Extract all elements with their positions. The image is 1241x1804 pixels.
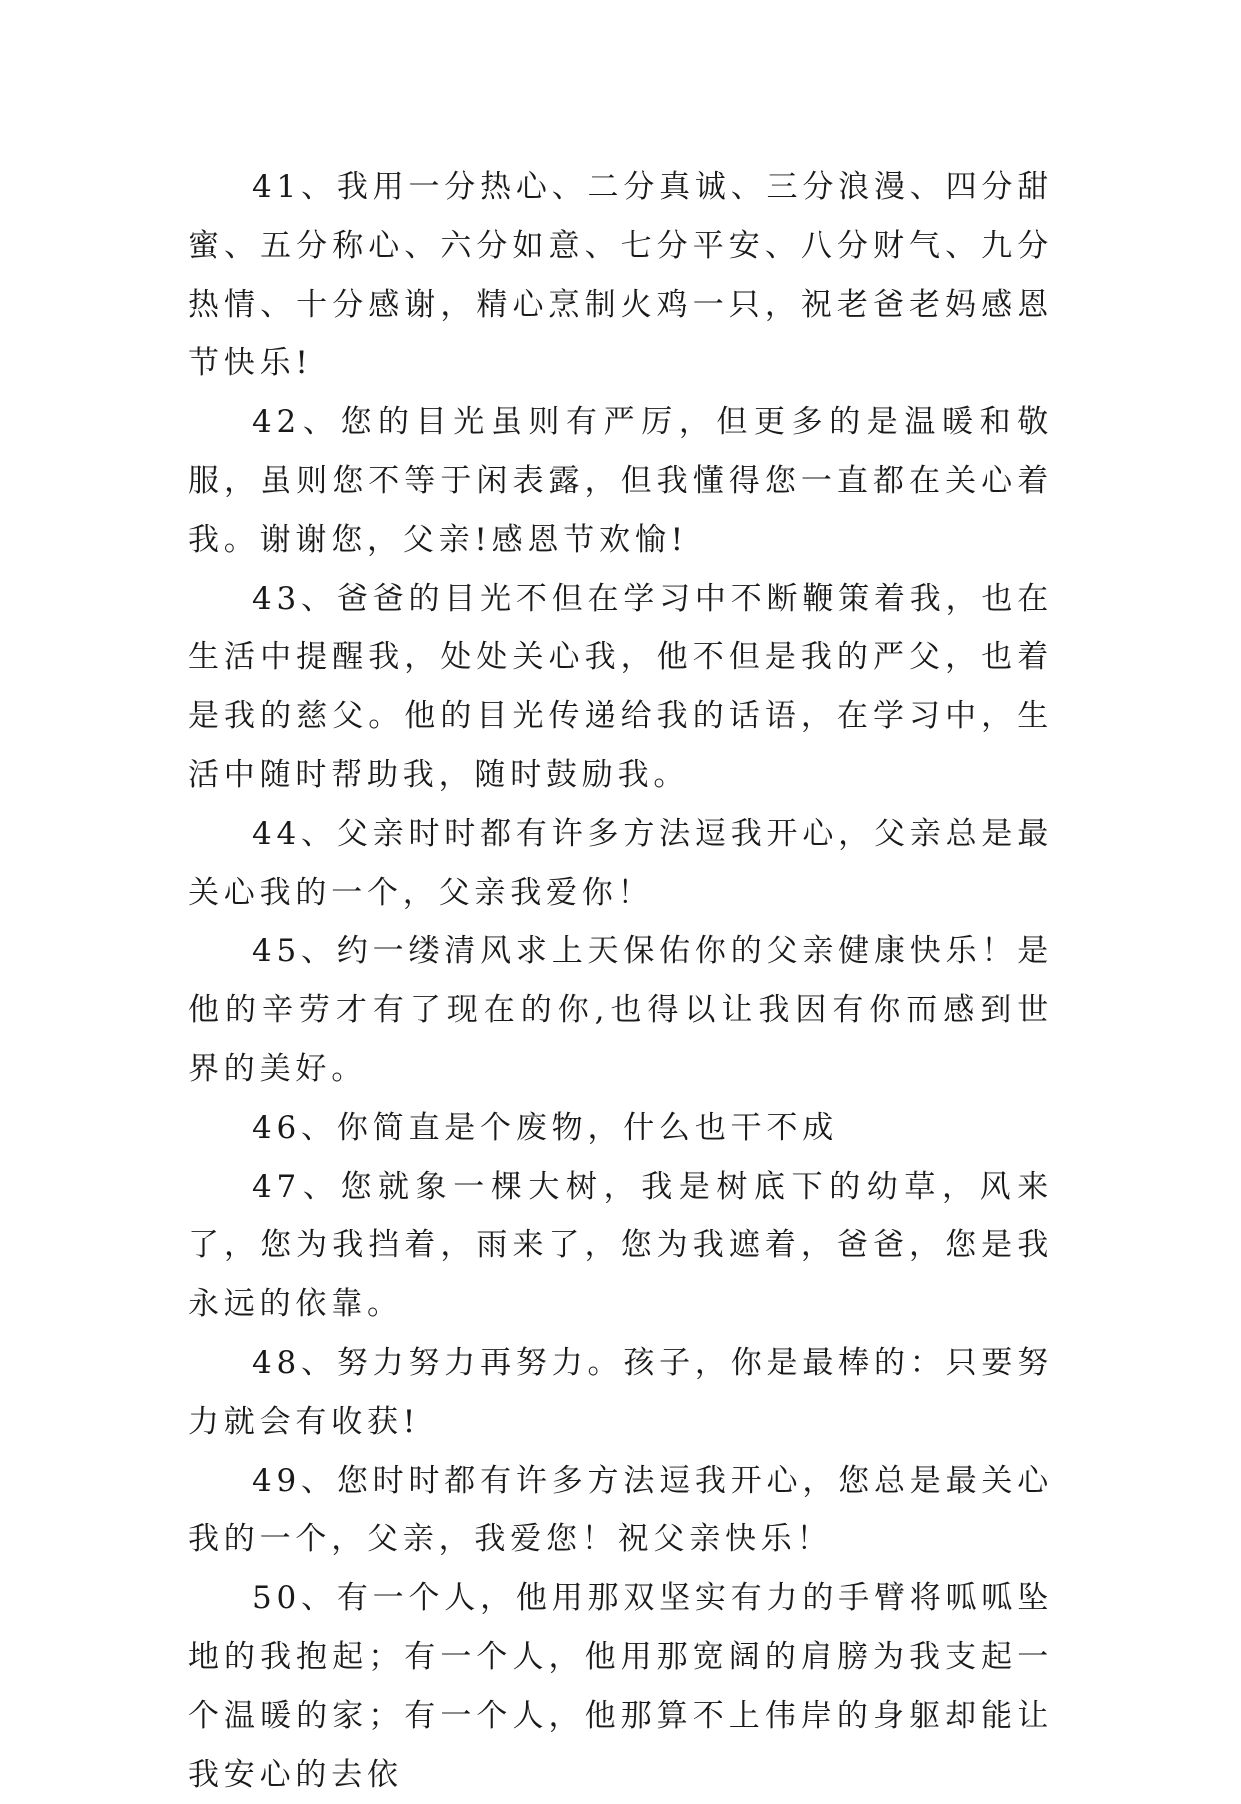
paragraph-49: 49、您时时都有许多方法逗我开心，您总是最关心我的一个，父亲，我爱您！祝父亲快乐！ (188, 1462, 1053, 1558)
paragraph-44: 44、父亲时时都有许多方法逗我开心，父亲总是最关心我的一个，父亲我爱你！ (188, 815, 1053, 911)
paragraph-50: 50、有一个人，他用那双坚实有力的手臂将呱呱坠地的我抱起；有一个人，他用那宽阔的肩膀为我支起一个温暖的家；有一个人，他那算不上伟岸的身躯却能让我安心的去依 (188, 1580, 1053, 1793)
paragraph-46: 46、你简直是个废物，什么也干不成 (252, 1109, 839, 1146)
paragraph-48: 48、努力努力再努力。孩子，你是最棒的：只要努力就会有收获! (188, 1344, 1053, 1440)
paragraph-43: 43、爸爸的目光不但在学习中不断鞭策着我，也在生活中提醒我，处处关心我，他不但是我的严父，也着是我的慈父。他的目光传递给我的话语，在学习中，生活中随时帮助我，随时鼓励我。 (188, 580, 1053, 793)
paragraph-41: 41、我用一分热心、二分真诚、三分浪漫、四分甜蜜、五分称心、六分如意、七分平安、八分财气、九分热情、十分感谢，精心烹制火鸡一只，祝老爸老妈感恩节快乐! (188, 169, 1053, 382)
paragraph-42: 42、您的目光虽则有严厉，但更多的是温暖和敬服，虽则您不等于闲表露，但我懂得您一直都在关心着我。谢谢您，父亲!感恩节欢愉! (188, 404, 1053, 558)
paragraph-47: 47、您就象一棵大树，我是树底下的幼草，风来了，您为我挡着，雨来了，您为我遮着，爸爸，您是我永远的依靠。 (188, 1168, 1053, 1323)
document-body (188, 158, 1053, 1804)
paragraph-45: 45、约一缕清风求上天保佑你的父亲健康快乐！是他的辛劳才有了现在的你,也得以让我因有你而感到世界的美好。 (188, 933, 1053, 1087)
